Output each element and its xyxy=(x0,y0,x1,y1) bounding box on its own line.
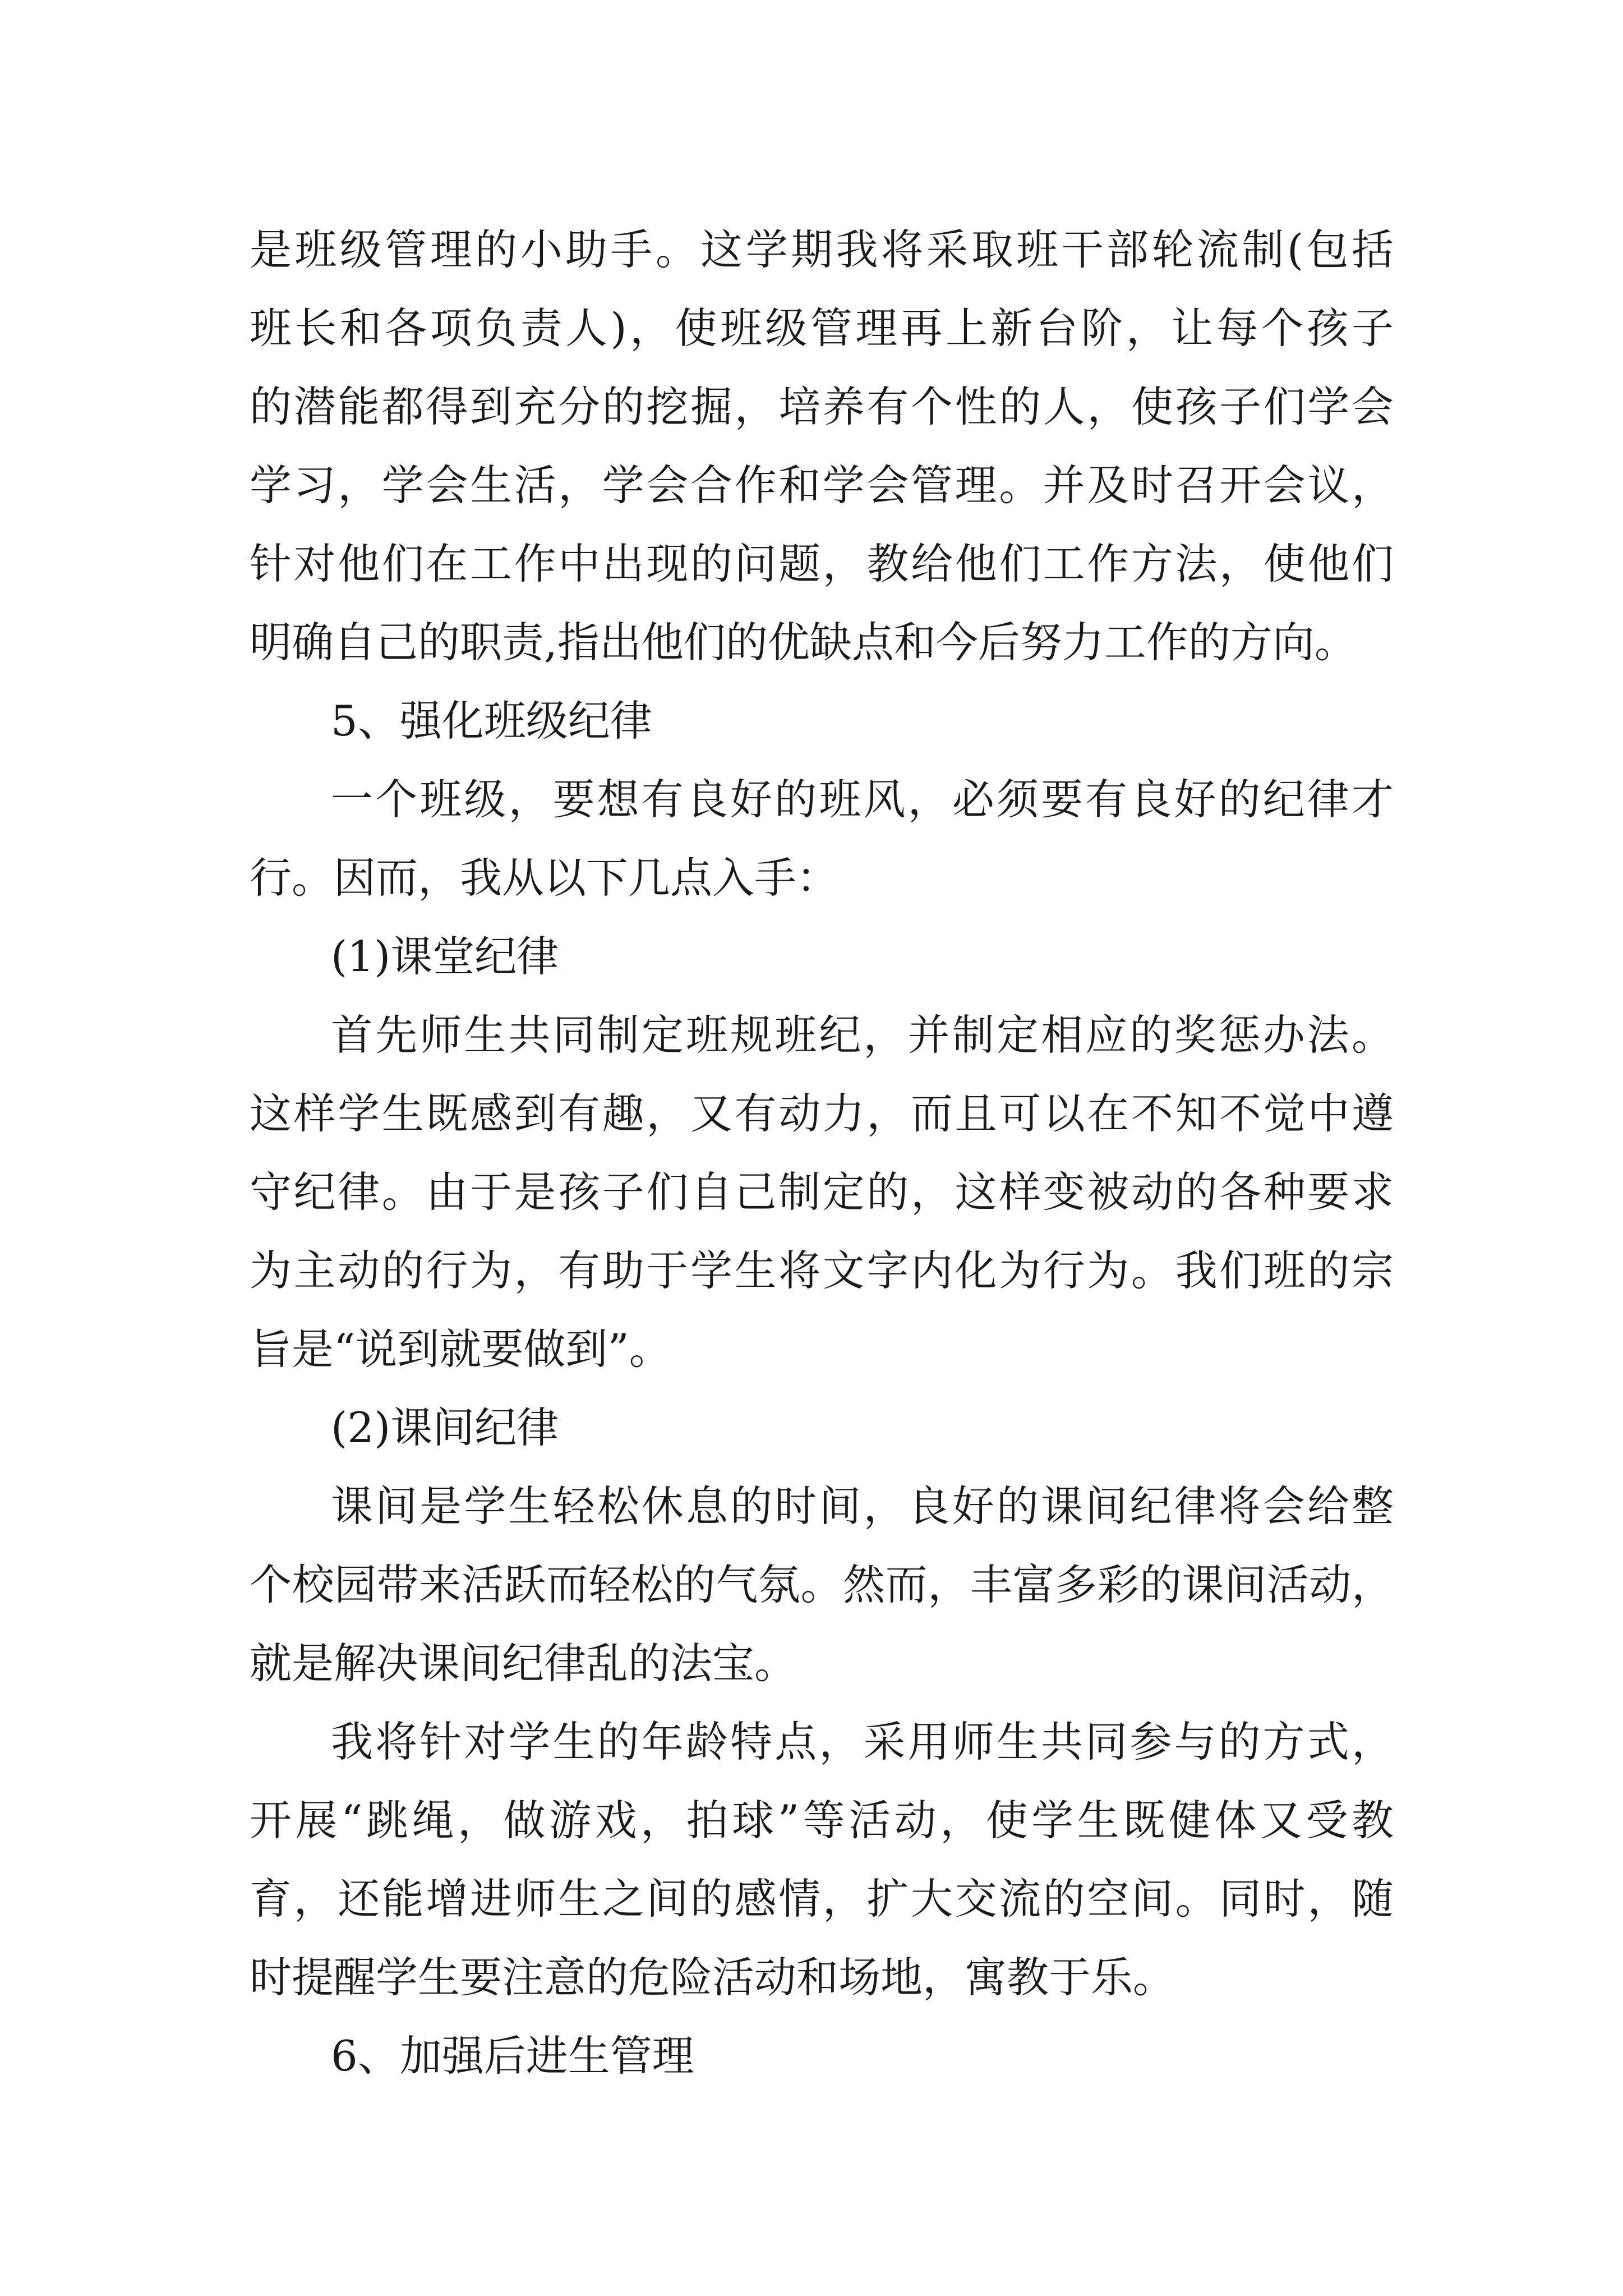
paragraph-line: 明确自己的职责,指出他们的优缺点和今后努力工作的方向。 xyxy=(250,618,1357,667)
paragraph-line: 学习，学会生活，学会合作和学会管理。并及时召开会议， xyxy=(250,461,1394,510)
paragraph-line: 课间是学生轻松休息的时间，良好的课间纪律将会给整 xyxy=(331,1481,1394,1531)
paragraph-line: 这样学生既感到有趣，又有动力，而且可以在不知不觉中遵 xyxy=(250,1089,1394,1138)
paragraph-line: 首先师生共同制定班规班纪，并制定相应的奖惩办法。 xyxy=(331,1010,1394,1060)
paragraph-line: 守纪律。由于是孩子们自己制定的，这样变被动的各种要求 xyxy=(250,1167,1394,1217)
paragraph-line: 时提醒学生要注意的危险活动和场地，寓教于乐。 xyxy=(250,1953,1175,2002)
paragraph-line: 育，还能增进师生之间的感情，扩大交流的空间。同时，随 xyxy=(250,1874,1394,1924)
paragraph-line: 为主动的行为，有助于学生将文字内化为行为。我们班的宗 xyxy=(250,1246,1394,1295)
paragraph-line: 旨是“说到就要做到”。 xyxy=(250,1324,671,1374)
paragraph-line: 针对他们在工作中出现的问题，教给他们工作方法，使他们 xyxy=(250,539,1394,588)
paragraph-line: 行。因而，我从以下几点入手： xyxy=(250,853,839,903)
paragraph-line: 的潜能都得到充分的挖掘，培养有个性的人，使孩子们学会 xyxy=(250,382,1394,431)
paragraph-line: 就是解决课间纪律乱的法宝。 xyxy=(250,1639,797,1688)
paragraph-line: 个校园带来活跃而轻松的气氛。然而，丰富多彩的课间活动， xyxy=(250,1560,1394,1609)
subsection-heading: (1)课堂纪律 xyxy=(331,932,559,981)
paragraph-line: 开展“跳绳，做游戏，拍球”等活动，使学生既健体又受教 xyxy=(250,1796,1394,1845)
paragraph-line: 一个班级，要想有良好的班风，必须要有良好的纪律才 xyxy=(331,775,1394,824)
paragraph-line: 班长和各项负责人)，使班级管理再上新台阶，让每个孩子 xyxy=(250,303,1394,353)
subsection-heading: (2)课间纪律 xyxy=(331,1403,559,1452)
section-heading: 5、强化班级纪律 xyxy=(331,696,652,746)
section-heading: 6、加强后进生管理 xyxy=(331,2031,694,2081)
paragraph-line: 是班级管理的小助手。这学期我将采取班干部轮流制(包括 xyxy=(250,225,1394,274)
paragraph-line: 我将针对学生的年龄特点，采用师生共同参与的方式， xyxy=(331,1717,1394,1766)
